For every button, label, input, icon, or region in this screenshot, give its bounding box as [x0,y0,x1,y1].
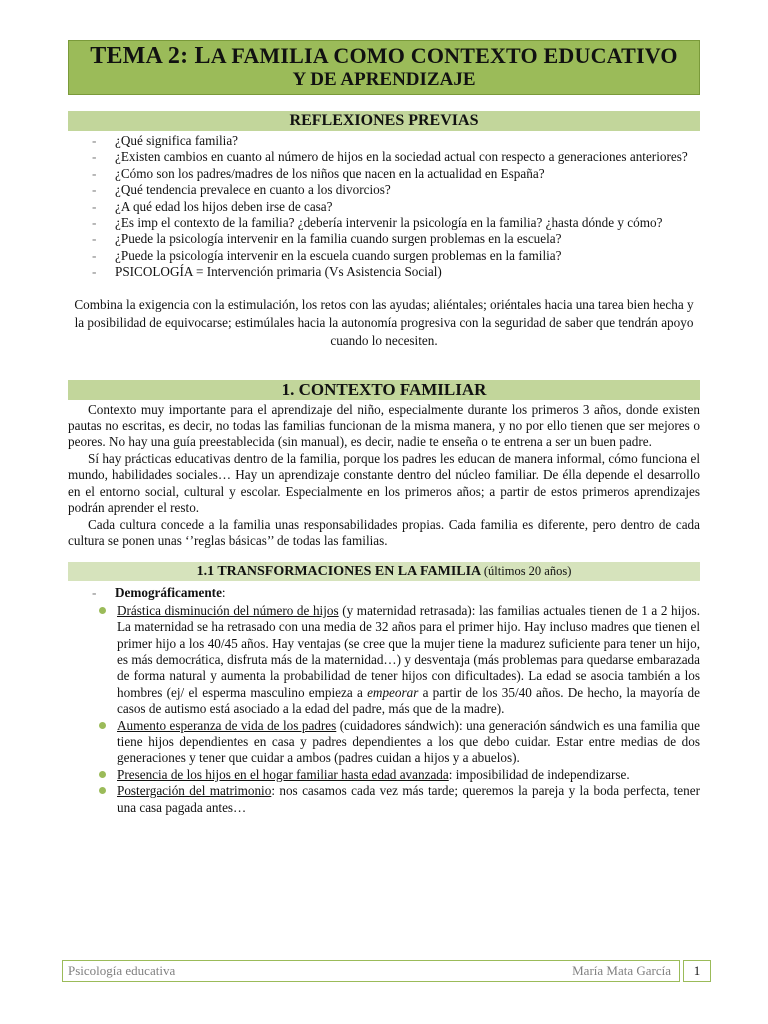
paragraph: Sí hay prácticas educativas dentro de la familia, porque los padres les educan de manera informal, cómo funciona el mundo, habilidades sociales… Hay un aprendizaje constante dentro del núcleo familiar. De élla depende el desarrollo en el entorno social, cultural y escolar. Especialmente en los primeros años; a partir de estos primeros aprendizajes podrán aprender el resto. [68,450,700,516]
list-item: - ¿Qué significa familia? [92,133,239,148]
paragraph: Cada cultura concede a la familia unas responsabilidades propias. Cada familia es diferente, pero dentro de cada cultura se ponen unas ‘’reglas básicas’’ de todas las familias. [68,516,700,548]
list-item: Postergación del matrimonio: nos casamos cada vez más tarde; queremos la pareja y la boda perfecta, tener una casa pagada antes… [68,783,700,816]
list-item: - PSICOLOGÍA = Intervención primaria (Vs Asistencia Social) [92,264,442,280]
list-item: - Demográficamente: Drástica disminución del número de hijos (y maternidad retrasada): las familias actuales tienen de 1 a 2 hijos. La maternidad se ha retrasado con una media de 32 años para el primer hijo. Hay incluso madres que tienen el primer hijo a los 40/45 años. Hay ventajas (se cree que la mujer tiene la madurez suficiente para tener un hijo, es más democrática, disfruta más de la maternidad…) y desventaja (más problemas para quedarse embarazada de forma natural y aumenta la probabilidad de tener hijos con dificultades). La edad se asocia también a los hombres (ej/ el esperma masculino empieza a empeorar a partir de los 35/40 años. De hecho, la mayoría de casos de autismo está asociado a la edad del padre, más que de la madre). Aumento esperanza de vida de los padres (cuidadores sándwich): una generación sándwich es una familia que tiene hijos dependientes en casa y padres dependientes a los que debo cuidar. Estar entre medias de dos generaciones y tener que cuidar a ambos (padres cuidan a hijos y a abuelos). Presencia de los hijos en el hogar familiar hasta edad avanzada: imposibilidad de independizarse. Postergación del matrimonio: nos casamos cada vez más tarde; queremos la pareja y la boda perfecta, tener una casa pagada antes… [68,585,700,816]
subsection-heading-transformaciones: 1.1 TRANSFORMACIONES EN LA FAMILIA (últimos 20 años) [68,562,700,581]
list-item: Aumento esperanza de vida de los padres (cuidadores sándwich): una generación sándwich es una familia que tiene hijos dependientes en casa y padres dependientes a los que debo cuidar. Estar entre medias de dos generaciones y tener que cuidar a ambos (padres cuidan a hijos y a abuelos). [68,718,700,767]
bullet-dot-icon [99,722,106,729]
demografico-list [115,603,700,816]
title-line-1: TEMA 2: LA FAMILIA COMO CONTEXTO EDUCATIVO [90,43,678,69]
bullet-dot-icon [99,787,106,794]
list-item: - ¿Existen cambios en cuanto al número de hijos en la sociedad actual con respecto a generaciones anteriores? [92,149,688,165]
footer-box [62,960,680,982]
list-item: - ¿Es imp el contexto de la familia? ¿debería intervenir la psicología en la familia? ¿hasta dónde y cómo? [92,215,663,231]
title-line-2: Y DE APRENDIZAJE [292,69,476,90]
section-heading-contexto: 1. CONTEXTO FAMILIAR [68,380,700,400]
bullet-dot-icon [99,607,106,614]
footer-subject: Psicología educativa [68,963,176,978]
document-title [68,40,700,95]
bullet-dot-icon [99,771,106,778]
page-number: 1 [683,960,711,982]
paragraph: Contexto muy importante para el aprendizaje del niño, especialmente durante los primeros 3 años, donde existen pautas no escritas, es decir, no todas las familias funcionan de la misma manera, y no por ello tienen que ser mejores o peores. No hay una guía preestablecida (sin manual), es decir, nadie te enseña o te entrena a ser un buen padre. [68,401,700,450]
group-label: Demográficamente [115,585,222,601]
transformaciones-list [68,585,700,816]
document-page [68,40,700,816]
contexto-body [68,402,700,550]
list-item: - ¿Cómo son los padres/madres de los niños que nacen en la actualidad en España? [92,165,545,181]
list-item: - ¿Puede la psicología intervenir en la familia cuando surgen problemas en la escuela? [92,231,562,247]
reflexiones-list [68,133,700,281]
list-item: - ¿Puede la psicología intervenir en la escuela cuando surgen problemas en la familia? [92,247,562,263]
list-item: Presencia de los hijos en el hogar familiar hasta edad avanzada: imposibilidad de independizarse. [68,767,700,783]
reflexiones-quote: Combina la exigencia con la estimulación, los retos con las ayudas; aliéntales; oriéntales hacia una tarea bien hecha y la posibilidad de equivocarse; estimúlales hacia la autonomía progresiva con la seguridad de saber que tendrán apoyo cuando lo necesiten. [74,296,694,348]
list-item: - ¿Qué tendencia prevalece en cuanto a los divorcios? [92,182,391,198]
section-heading-reflexiones: REFLEXIONES PREVIAS [68,111,700,131]
page-footer [62,960,712,982]
list-item: - ¿A qué edad los hijos deben irse de casa? [92,198,333,214]
footer-author: María Mata García [572,963,671,978]
list-item: Drástica disminución del número de hijos (y maternidad retrasada): las familias actuales tienen de 1 a 2 hijos. La maternidad se ha retrasado con una media de 32 años para el primer hijo. Hay incluso madres que tienen el primer hijo a los 40/45 años. Hay ventajas (se cree que la mujer tiene la madurez suficiente para tener un hijo, es más democrática, disfruta más de la maternidad…) y desventaja (más problemas para quedarse embarazada de forma natural y aumenta la probabilidad de tener hijos con dificultades). La edad se asocia también a los hombres (ej/ el esperma masculino empieza a empeorar a partir de los 35/40 años. De hecho, la mayoría de casos de autismo está asociado a la edad del padre, más que de la madre). [68,603,700,718]
